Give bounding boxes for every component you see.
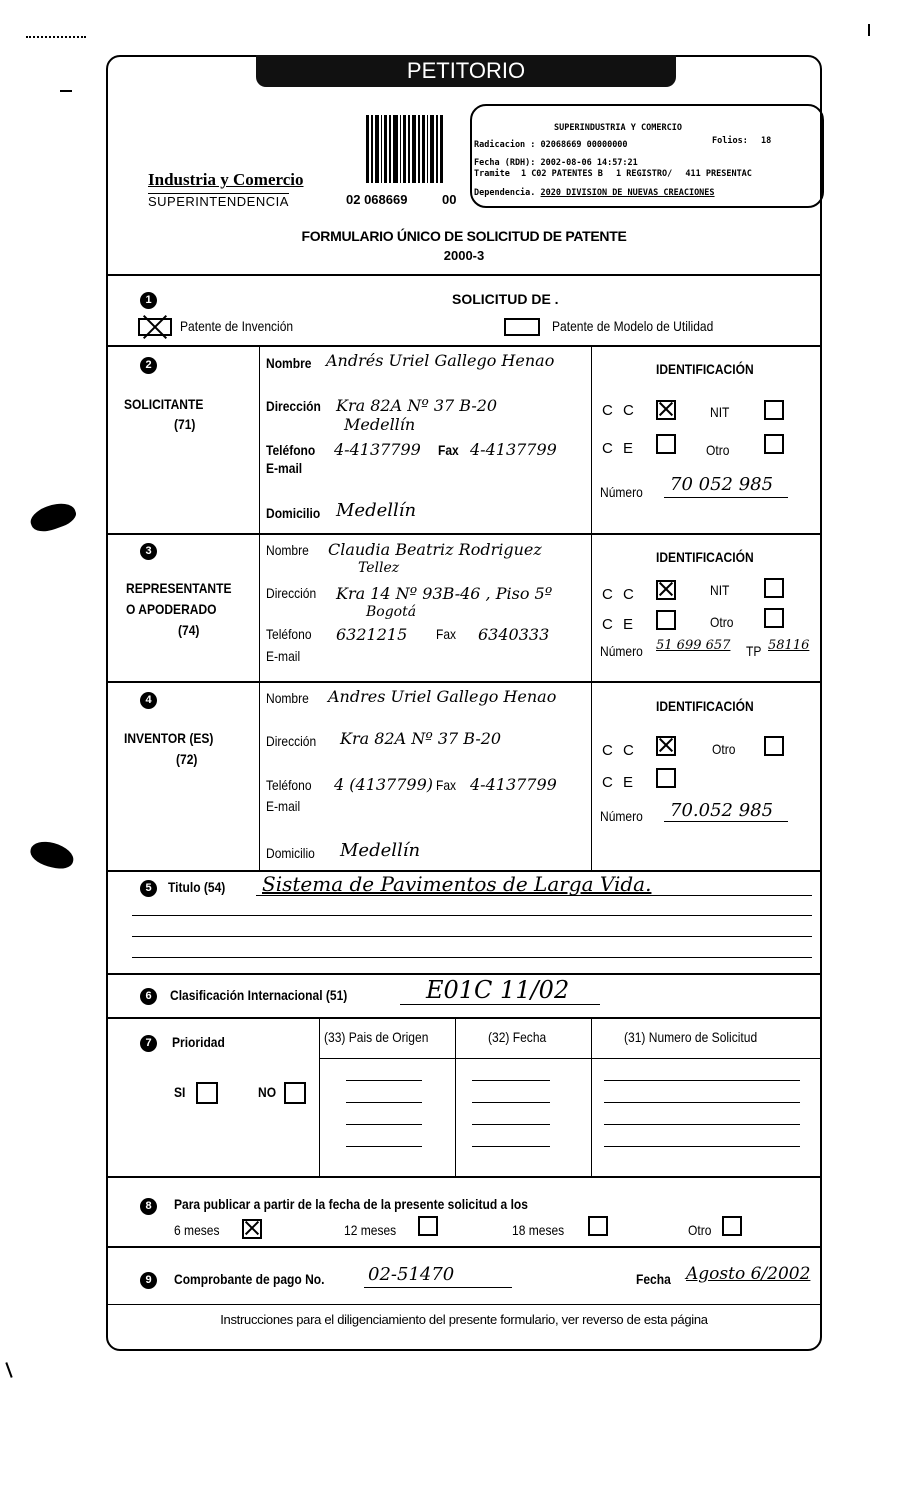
- label-patente-utilidad: Patente de Modelo de Utilidad: [552, 318, 714, 334]
- section-2-number: 2: [140, 357, 157, 374]
- s3-nombre1: Claudia Beatriz Rodriguez: [328, 540, 542, 559]
- s4-telefono-label: Teléfono: [266, 777, 312, 793]
- checkbox-prioridad-si[interactable]: [196, 1082, 218, 1104]
- s8-otro-label: Otro: [688, 1222, 712, 1238]
- s6-value: E01C 11/02: [426, 976, 570, 1004]
- stamp-registro: 1 REGISTRO/: [615, 169, 673, 179]
- s9-fecha: Agosto 6/2002: [686, 1264, 811, 1284]
- s2-domicilio-label: Domicilio: [266, 505, 321, 521]
- s2-numero: 70 052 985: [670, 474, 774, 495]
- label-patente-invencion: Patente de Invención: [180, 318, 294, 334]
- s2-checkbox-cc[interactable]: [656, 400, 676, 420]
- s3-title-2: O APODERADO: [126, 601, 217, 617]
- s4-numero-label: Número: [600, 808, 643, 824]
- s4-direccion: Kra 82A Nº 37 B-20: [340, 729, 502, 748]
- s7-label: Prioridad: [172, 1034, 225, 1050]
- checkbox-18-meses[interactable]: [588, 1216, 608, 1236]
- scan-mark-bottom-left: [5, 1362, 12, 1378]
- s2-nombre-label: Nombre: [266, 355, 312, 371]
- stamp-dependencia-label: Dependencia.: [474, 188, 536, 198]
- checkbox-patente-invencion[interactable]: [138, 318, 172, 336]
- s4-ce-label: C E: [602, 774, 637, 791]
- stamp-folios-label: Folios:: [712, 136, 748, 146]
- s2-direccion-label: Dirección: [266, 398, 321, 414]
- s3-checkbox-otro[interactable]: [764, 608, 784, 628]
- s2-direccion2: Medellín: [344, 415, 416, 434]
- s3-direccion2: Bogotá: [366, 604, 417, 620]
- s4-checkbox-ce[interactable]: [656, 768, 676, 788]
- s3-id-title: IDENTIFICACIÓN: [656, 549, 754, 565]
- s3-nombre-label: Nombre: [266, 542, 309, 558]
- checkbox-otro-meses[interactable]: [722, 1216, 742, 1236]
- s4-code: (72): [176, 751, 198, 767]
- checkbox-12-meses[interactable]: [418, 1216, 438, 1236]
- filing-stamp: [470, 104, 824, 208]
- stamp-radicacion: 02068669 00000000: [540, 140, 628, 150]
- s2-direccion1: Kra 82A Nº 37 B-20: [336, 396, 498, 415]
- stamp-tramite-label: Tramite: [474, 169, 510, 179]
- s4-title: INVENTOR (ES): [124, 730, 214, 746]
- s3-telefono-label: Teléfono: [266, 626, 312, 642]
- s4-fax-label: Fax: [436, 777, 457, 793]
- s2-numero-label: Número: [600, 484, 643, 500]
- s3-nombre2: Tellez: [358, 560, 400, 576]
- section-6-number: 6: [140, 988, 157, 1005]
- s2-title: SOLICITANTE: [124, 396, 204, 412]
- s7-no-label: NO: [258, 1084, 277, 1100]
- s2-telefono-label: Teléfono: [266, 442, 316, 458]
- section-5-number: 5: [140, 880, 157, 897]
- s4-checkbox-otro[interactable]: [764, 736, 784, 756]
- s4-cc-label: C C: [602, 742, 637, 759]
- s3-direccion-label: Dirección: [266, 585, 317, 601]
- section-7-number: 7: [140, 1035, 157, 1052]
- scan-mark-top-right: [868, 24, 870, 36]
- section-3-number: 3: [140, 543, 157, 560]
- s2-code: (71): [174, 416, 196, 432]
- s4-domicilio: Medellín: [340, 840, 421, 861]
- stamp-fecha-label: Fecha (RDH):: [474, 158, 536, 168]
- s3-numero-label: Número: [600, 643, 643, 659]
- s4-id-title: IDENTIFICACIÓN: [656, 698, 754, 714]
- s3-code: (74): [178, 622, 200, 638]
- s4-domicilio-label: Domicilio: [266, 845, 315, 861]
- s3-direccion1: Kra 14 Nº 93B-46 , Piso 5º: [336, 584, 553, 603]
- s8-opt-6-label: 6 meses: [174, 1222, 220, 1238]
- s5-label: Titulo (54): [168, 879, 226, 895]
- section-9-number: 9: [140, 1272, 157, 1289]
- s3-checkbox-cc[interactable]: [656, 580, 676, 600]
- section-1-number: 1: [140, 292, 157, 309]
- footer-instructions: Instrucciones para el diligenciamiento del presente formulario, ver reverso de esta página: [220, 1312, 708, 1327]
- s3-fax-label: Fax: [436, 626, 457, 642]
- barcode: [366, 115, 446, 183]
- col-pais-origen: (33) Pais de Origen: [324, 1029, 429, 1045]
- s3-telefono: 6321215: [336, 625, 408, 644]
- s3-otro-label: Otro: [710, 614, 734, 630]
- s7-si-label: SI: [174, 1084, 186, 1100]
- s8-opt-18-label: 18 meses: [512, 1222, 565, 1238]
- s3-nit-label: NIT: [710, 582, 730, 598]
- s3-checkbox-nit[interactable]: [764, 578, 784, 598]
- s2-checkbox-ce[interactable]: [656, 434, 676, 454]
- s2-nit-label: NIT: [710, 404, 730, 420]
- s4-nombre: Andres Uriel Gallego Henao: [328, 687, 557, 706]
- s3-checkbox-ce[interactable]: [656, 610, 676, 630]
- s3-tp-label: TP: [746, 643, 762, 659]
- s3-email-label: E-mail: [266, 648, 301, 664]
- s2-fax-label: Fax: [438, 442, 459, 458]
- s6-label: Clasificación Internacional (51): [170, 987, 348, 1003]
- s9-value: 02-51470: [368, 1264, 455, 1285]
- checkbox-patente-utilidad[interactable]: [504, 318, 540, 336]
- s3-tp: 58116: [768, 638, 810, 653]
- petitorio-title: PETITORIO: [406, 58, 526, 83]
- checkbox-prioridad-no[interactable]: [284, 1082, 306, 1104]
- s3-title-1: REPRESENTANTE: [126, 580, 232, 596]
- s4-numero: 70.052 985: [670, 800, 774, 821]
- s8-label: Para publicar a partir de la fecha de la presente solicitud a los: [174, 1196, 528, 1212]
- s4-otro-label: Otro: [712, 741, 736, 757]
- stamp-folios: 18: [760, 136, 772, 146]
- stamp-tramite: 1 C02 PATENTES B: [520, 169, 603, 179]
- s4-checkbox-cc[interactable]: [656, 736, 676, 756]
- s3-numero: 51 699 657: [656, 638, 731, 653]
- s3-ce-label: C E: [602, 616, 637, 633]
- section-8-number: 8: [140, 1198, 157, 1215]
- stamp-fecha: 2002-08-06 14:57:21: [540, 158, 638, 168]
- scan-dots: [26, 36, 86, 56]
- s2-otro-label: Otro: [706, 442, 730, 458]
- s1-title: SOLICITUD DE .: [452, 291, 559, 307]
- s2-ce-label: C E: [602, 440, 637, 457]
- barcode-number: 02 068669: [346, 192, 408, 207]
- s2-email-label: E-mail: [266, 460, 303, 476]
- s4-direccion-label: Dirección: [266, 733, 317, 749]
- org-sub: SUPERINTENDENCIA: [148, 194, 289, 209]
- s2-domicilio: Medellín: [336, 500, 417, 521]
- scan-blot-2: [28, 838, 77, 873]
- s9-fecha-label: Fecha: [636, 1271, 671, 1287]
- s2-nombre: Andrés Uriel Gallego Henao: [326, 351, 555, 370]
- s2-checkbox-nit[interactable]: [764, 400, 784, 420]
- s2-telefono: 4-4137799: [334, 440, 421, 459]
- stamp-entity: SUPERINDUSTRIA Y COMERCIO: [554, 123, 682, 133]
- s3-cc-label: C C: [602, 586, 637, 603]
- scan-blot-1: [27, 498, 78, 536]
- col-numero-solicitud: (31) Numero de Solicitud: [624, 1029, 758, 1045]
- col-fecha: (32) Fecha: [488, 1029, 547, 1045]
- stamp-dependencia: 2020 DIVISION DE NUEVAS CREACIONES: [540, 188, 715, 198]
- stamp-radicacion-label: Radicacion :: [474, 140, 536, 150]
- s4-telefono: 4 (4137799): [334, 775, 434, 794]
- s8-opt-12-label: 12 meses: [344, 1222, 397, 1238]
- form-title-bar: [256, 55, 676, 87]
- s2-id-title: IDENTIFICACIÓN: [656, 361, 754, 377]
- s4-email-label: E-mail: [266, 798, 301, 814]
- stamp-presentac: 411 PRESENTAC: [685, 169, 752, 179]
- form-title: FORMULARIO ÚNICO DE SOLICITUD DE PATENTE: [301, 228, 627, 244]
- s3-fax: 6340333: [478, 625, 550, 644]
- s2-fax: 4-4137799: [470, 440, 557, 459]
- s9-label: Comprobante de pago No.: [174, 1271, 325, 1287]
- checkbox-6-meses[interactable]: [242, 1219, 262, 1239]
- s5-title-value: Sistema de Pavimentos de Larga Vida.: [262, 872, 652, 896]
- s2-cc-label: C C: [602, 402, 637, 419]
- form-code: 2000-3: [443, 248, 485, 263]
- org-name: Industria y Comercio: [148, 170, 304, 189]
- s2-checkbox-otro[interactable]: [764, 434, 784, 454]
- barcode-suffix: 00: [442, 192, 457, 207]
- s4-nombre-label: Nombre: [266, 690, 309, 706]
- section-4-number: 4: [140, 692, 157, 709]
- s4-fax: 4-4137799: [470, 775, 557, 794]
- scan-mark-left: [60, 90, 72, 92]
